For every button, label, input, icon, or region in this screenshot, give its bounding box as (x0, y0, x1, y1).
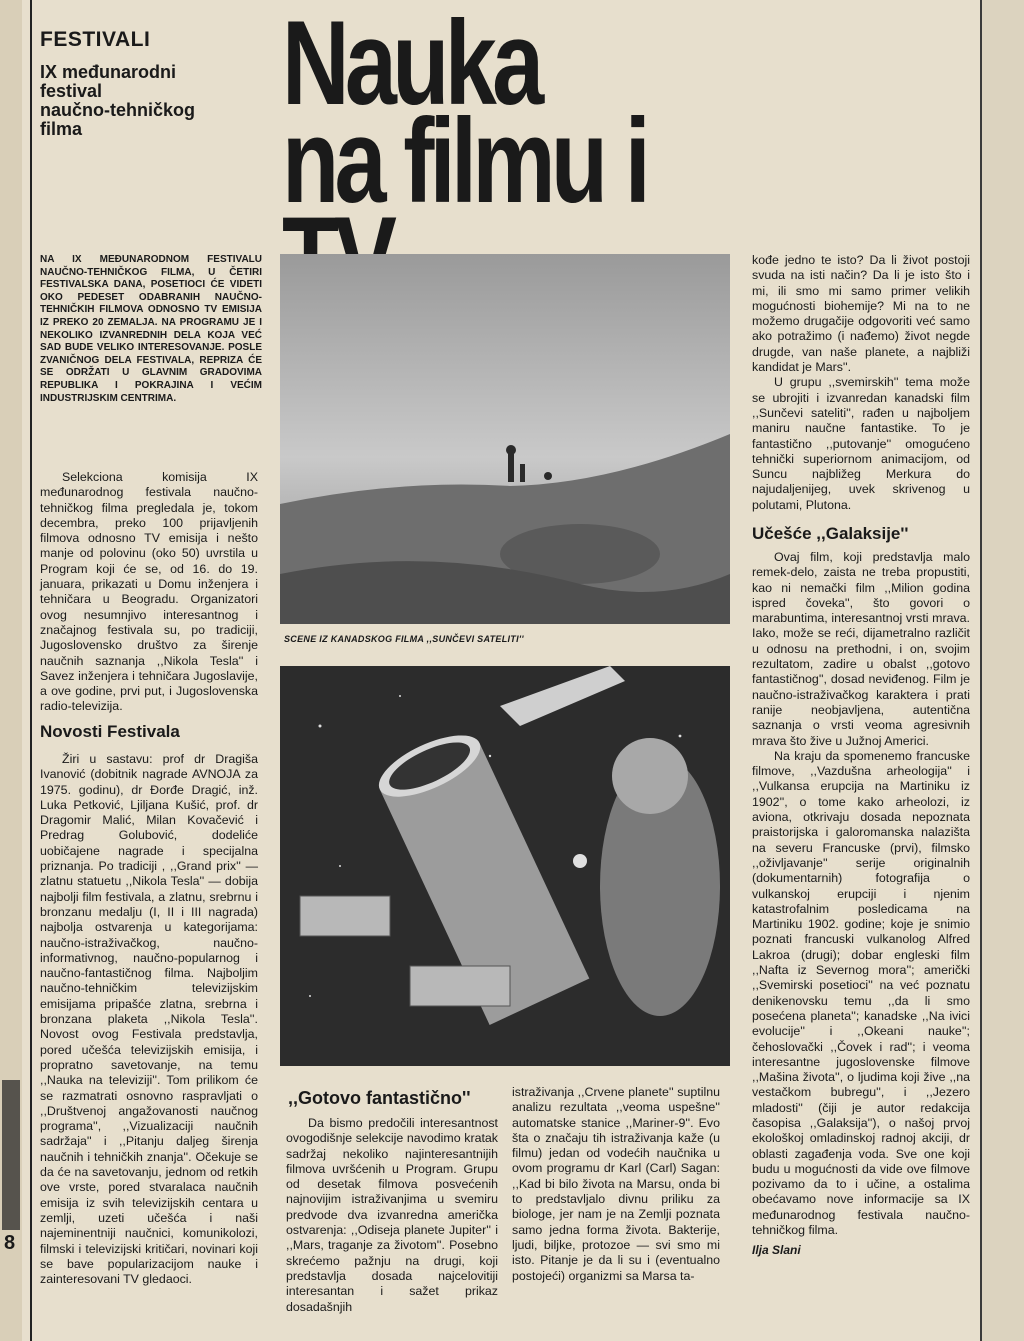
left-column-rule (30, 0, 32, 1341)
left-margin (0, 0, 23, 1341)
novosti-paragraph: Žiri u sastavu: prof dr Dragiša Ivanović (dobitnik nagrade AVNOJA za 1975. godinu), dr Đorđe Dragić, inž. Luka Petković, Ljiljana Kušić, prof. dr Dragomir Malić, Milan Kovačević i Predrag Golubović, dodeliće uobičajene nagrade i specijalna priznanja. Po tradiciji , ,,Grand prix'' — zlatnu statuetu ,,Nikola Tesla'' — dobija najbolji film festivala, a zlatnu, srebrnu i bronzanu medalju (I, II i III nagrada) najbolja ostvarenja u kategorijama: naučno-istraživačkog, naučno-informativnog, naučno-popularnog i naučno-fantastičnog filma. Najboljim naučno-tehničkim televizijskim emisijama pripašće zlatna, srebrna i bronzana plaketa ,,Nikola Tesla''. Novost ovog Festivala predstavlja, pored učešća televizijskih emisija, i propratno savetovanje, na temu ,,Nauka na televiziji''. Tom prilikom će se razmatrati osnovno raspravljati o ,,Društvenoj angažovanosti naučnog programa'', ,,Vizualizaciji naučnih sadržaja'' i ,,Pitanju daljeg širenja naučnih i tehničkih znanja''. Očekuje se da će na savetovanju, jednom od retkih ove vrste, pored stvaralaca naučnih emisija iz svih televizijskih centara u zemlji, uzeti učešća i naši najeminentniji naučnici, komunikolozi, filmski i televizijski kritičari, novinari koji se bave popularizacijom nauke i zainteresovani TV gledaoci. (40, 752, 258, 1287)
section-heading-galaksija: Učešće ,,Galaksije'' (752, 524, 909, 543)
headline: Nauka na filmu i (282, 0, 647, 228)
col4-paragraph-2: U grupu ,,svemirskih'' tema može se ubrojiti i izvanredan kanadski film ,,Sunčevi sateliti'', rađen u najboljem maniru naučne fantastike. To je fantastično ,,putovanje'' omogućeno tehnički superiornom animacijom, od Suncu najbližeg Merkura do najudaljenijeg, uvek skrivenog u polutami, Plutona. (752, 375, 970, 512)
lead-paragraph: NA IX MEĐUNARODNOM FESTIVALU NAUČNO-TEHNIČKOG FILMA, U ČETIRI FESTIVALSKA DANA, POSETIOCI ĆE VIDETI OKO PEDESET ODABRANIH NAUČNO-TEHNIČKIH FILMOVA ODNOSNO TV EMISIJA IZ PREKO 20 ZEMALJA. NA PROGRAMU JE I NEKOLIKO IZVANREDNIH DELA KOJA VEĆ SAD BUDE VELIKO INTERESOVANJE. POSLE ZVANIČNOG DELA FESTIVALA, REPRIZA ĆE SE ODRŽATI U GLAVNIM GRADOVIMA REPUBLIKA I POKRAJINA I VEĆIM INDUSTRIJSKIM CENTRIMA. (40, 254, 262, 404)
column-1 (40, 470, 258, 715)
section-subtitle: IX međunarodni festival naučno-tehničkog filma (40, 62, 196, 139)
section-heading-novosti: Novosti Festivala (40, 722, 180, 741)
author-byline: Ilja Slani (752, 1243, 801, 1257)
page-number: 8 (4, 1232, 16, 1254)
column-2 (286, 1116, 498, 1315)
col4-paragraph-4: Na kraju da spomenemo francuske filmove, ,,Vazdušna arheologija'' i ,,Vulkansa erupcija na Martiniku iz 1902'', o tome kako arheolozi, iz aviona, otkrivaju dosada nepoznata praistorijska i galoromanska nalazišta na severu Francuske (prvi), filmsko ,,oživljavanje'' serije originalnih (dokumentarnih) fotografija o vulkanskoj erupciji i njenim katastrofalnim posledicama na Martiniku 1902. godine; koje je snimio poznati francuski vulkanolog Alfred Lakroa (drugi); dobar engleski film ,,Nafta iz Severnog mora''; američki ,,Svemirski posetioci'' na već poznatu denikenovsku temu ,,da li smo posećena planeta''; kanadske ,,Na ivici evolucije'' i ,,Okeani nauke''; čehoslovački ,,Čovek i rad''; i veoma interesantne jugoslovenske filmove ,,Mašina života'', o ljudima koji žive ,,na vestačkom bubregu'', i ,,Jezero mladosti'' (čiji je autor redakcija časopisa ,,Galaksija''), o našoj prvoj ekološkoj omladinskoj radnoj akciji, dr oblasti zagađenja voda. Sve one koji budu u mogućnosti da vide ove filmove pozivamo da to i učine, a ostalima obećavamo nove informacije sa IX međunarodnog festivala naučno-tehničkog filma. (752, 748, 970, 1238)
spine-mark (2, 1080, 20, 1230)
photo-caption: SCENE IZ KANADSKOG FILMA ,,SUNČEVI SATELITI'' (284, 634, 524, 644)
film-still-space (280, 666, 730, 1066)
column-3 (512, 1085, 720, 1284)
col4-paragraph-1: kođe jedno te isto? Da li život postoji svuda na isti način? Da li je isto što i mi, ili smo mi samo primer velikih mogućnosti biohemije? Mi na to ne možemo drugačije odgovoriti već samo ako potražimo (i nađemo) život negde drugde, van naše planete, a najbliži kandidat je Mars''. (752, 253, 970, 375)
column-4 (752, 253, 970, 513)
film-still-desert (280, 254, 730, 624)
sagan-paragraph: istraživanja ,,Crvene planete'' suptilnu analizu rezultata ,,veoma uspešne'' automatske stanice ,,Mariner-9''. Evo šta o značaju tih istraživanja kaže (u filmu) jedan od vodećih naučnika u ovom programu dr Karl (Carl) Sagan: ,,Kad bi bilo života na Marsu, onda bi to predstavljalo divnu priliku za biologe, jer nam je na Zemlji poznata samo jedna forma života. Bakterije, ljudi, biljke, protozoe — svi smo mi isto. Pitanje je da li su i (eventualno postojeći) organizmi sa Marsa ta- (512, 1085, 720, 1283)
gotovo-paragraph: Da bismo predočili interesantnost ovogodišnje selekcije navodimo kratak sadržaj nekoliko najinteresantnijih filmova uvršćenih u Program. Grupu od desetak filmova posvećenih najnovijim istraživanjima u svemiru predvode dva izvanredna američka ostvarenja: ,,Odiseja planete Jupiter'' i ,,Mars, traganje za životom''. Posebno skrećemo pažnju na drugi, koji predstavlja dosada najcelovitiji interesantan i sažet prikaz dosadašnjih (286, 1116, 498, 1314)
section-heading-gotovo: ,,Gotovo fantastično'' (288, 1088, 471, 1108)
column-4-body (752, 550, 970, 1238)
column-1-body (40, 752, 258, 1287)
col4-paragraph-3: Ovaj film, koji predstavlja malo remek-delo, zaista ne treba propustiti, kao ni nemački film ,,Milion godina ispred čoveka'', što govori o marabuntima, interesantnoj vrsti mrava. Iako, može se reći, dijametralno različit u odnosu na prethodni, i on, svojim rezultatom, zadire u obalst ,,gotovo fantastičnog'', dosad neviđenog. Film je naučno-istraživačkog karaktera i prati ranije neobjavljena, autentična saznanja o vrsti veoma agresivnih mrava što žive u Južnoj Americi. (752, 550, 970, 748)
intro-paragraph: Selekciona komisija IX međunarodnog festivala naučno-tehničkog filma pregledala je, tokom decembra, preko 100 prijavljenih filmova odnosno TV emisija i nešto manje od polovinu (oko 50) uvrstila u Program koji će se, od 16. do 19. januara, prikazati u Domu inženjera i tehničara u Beogradu. Organizatori ovog nesumnjivo interesantnog i značajnog festivala su, po tradiciji, Jugoslovensko društvo za širenje naučnih saznanja ,,Nikola Tesla'' i Savez inženjera i tehničara Jugoslavije, a ove godine, prvi put, i Jugoslovenska radio-televizija. (40, 470, 258, 714)
section-label: FESTIVALI (40, 28, 151, 51)
right-margin (980, 0, 1024, 1341)
